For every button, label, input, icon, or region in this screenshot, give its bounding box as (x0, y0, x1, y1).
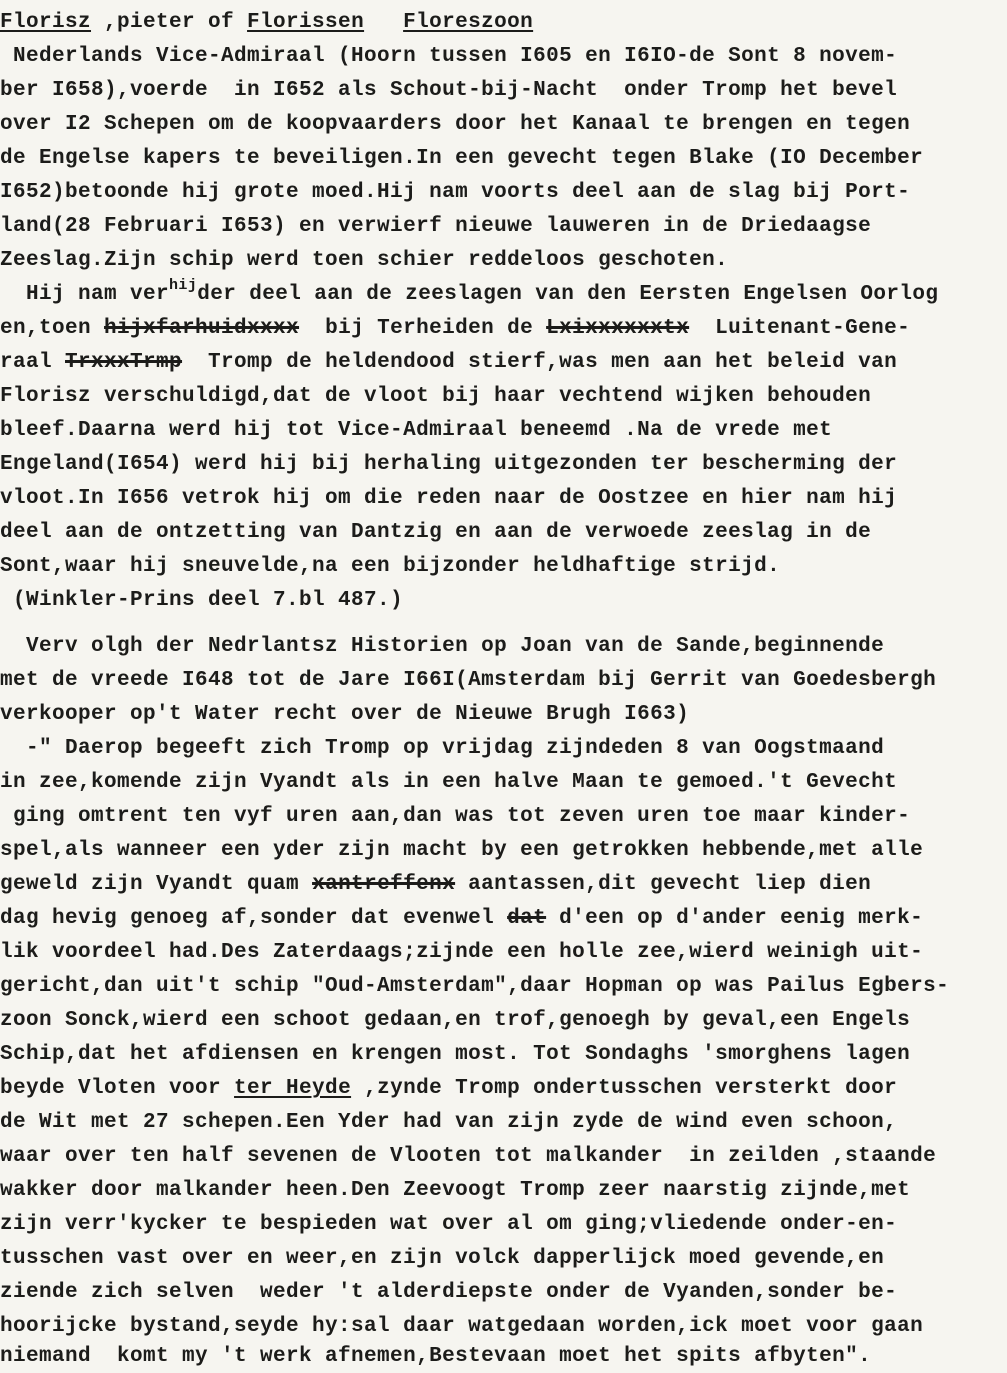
text-line: ber I658),voerde in I652 als Schout-bij-Nacht onder Tromp het bevel (0, 79, 898, 102)
underlined-place-name: ter Heyde (234, 1077, 352, 1100)
text-line: wakker door malkander heen.Den Zeevoogt Tromp zeer naarstig zijnde,met (0, 1179, 911, 1202)
text-line: hoorijcke bystand,seyde hy:sal daar watgedaan worden,ick moet voor gaan (0, 1315, 924, 1338)
text-line: land(28 Februari I653) en verwierf nieuwe lauweren in de Driedaagse (0, 215, 872, 238)
text-line: Verv olgh der Nedrlantsz Historien op Joan van de Sande,beginnende (0, 635, 885, 658)
text-line: waar over ten half sevenen de Vlooten tot malkander in zeilden ,staande (0, 1145, 937, 1168)
text-segment: beyde Vloten voor (0, 1077, 235, 1100)
text-segment: d'een op d'ander eenig merk- (546, 907, 924, 930)
typed-insertion: hij (169, 277, 198, 294)
text-segment: der deel aan de zeeslagen van den Eersten Engelsen Oorlog (197, 283, 939, 306)
text-line: Florisz verschuldigd,dat de vloot bij haar vechtend wijken behouden (0, 385, 872, 408)
text-line: ging omtrent ten vyf uren aan,dan was tot zeven uren toe maar kinder- (0, 805, 911, 828)
heading-separator: ,pieter of (91, 11, 248, 34)
heading-name-floreszoon: Floreszoon (403, 11, 534, 34)
text-line: in zee,komende zijn Vyandt als in een halve Maan te gemoed.'t Gevecht (0, 771, 898, 794)
heading-name-florisz: Florisz (0, 11, 92, 34)
text-segment: aantassen,dit gevecht liep dien (455, 873, 872, 896)
text-line (0, 870, 871, 900)
text-line: Sont,waar hij sneuvelde,na een bijzonder heldhaftige strijd. (0, 555, 781, 578)
text-line: tusschen vast over en weer,en zijn volck dapperlijck moed gevende,en (0, 1247, 885, 1270)
text-segment: Tromp de heldendood stierf,was men aan het beleid van (182, 351, 898, 374)
text-line: Schip,dat het afdiensen en krengen most. Tot Sondaghs 'smorghens lagen (0, 1043, 911, 1066)
text-line: deel aan de ontzetting van Dantzig en aan de verwoede zeeslag in de (0, 521, 872, 544)
text-line: gericht,dan uit't schip "Oud-Amsterdam",daar Hopman op was Pailus Egbers- (0, 975, 950, 998)
heading-gap (364, 11, 403, 34)
text-segment: dag hevig genoeg af,sonder dat evenwel (0, 907, 508, 930)
citation-line: (Winkler-Prins deel 7.bl 487.) (0, 589, 404, 612)
text-line: vloot.In I656 vetrok hij om die reden naar de Oostzee en hier nam hij (0, 487, 898, 510)
text-segment: ,zynde Tromp ondertusschen versterkt door (351, 1077, 898, 1100)
struck-through-text: dat (507, 907, 547, 930)
text-line: Nederlands Vice-Admiraal (Hoorn tussen I605 en I6IO-de Sont 8 novem- (0, 45, 898, 68)
text-line: spel,als wanneer een yder zijn macht by een getrokken hebbende,met alle (0, 839, 924, 862)
text-line: de Wit met 27 schepen.Een Yder had van zijn zyde de wind even schoon, (0, 1111, 898, 1134)
text-line (0, 277, 939, 310)
text-line: Engeland(I654) werd hij bij herhaling uitgezonden ter bescherming der (0, 453, 898, 476)
text-line (0, 1074, 897, 1104)
text-line (0, 314, 910, 344)
struck-through-text: Lxixxxxxxtx (546, 317, 690, 340)
struck-through-text: TrxxxTrmp (65, 351, 183, 374)
text-line: I652)betoonde hij grote moed.Hij nam voorts deel aan de slag bij Port- (0, 181, 911, 204)
text-line: zoon Sonck,wierd een schoot gedaan,en trof,genoegh by geval,een Engels (0, 1009, 911, 1032)
text-line: niemand komt my 't werk afnemen,Bestevaan moet het spits afbyten". (0, 1345, 872, 1368)
text-line: ziende zich selven weder 't alderdiepste onder de Vyanden,sonder be- (0, 1281, 898, 1304)
text-line: lik voordeel had.Des Zaterdaags;zijnde een holle zee,wierd weinigh uit- (0, 941, 924, 964)
text-line: verkooper op't Water recht over de Nieuwe Brugh I663) (0, 703, 690, 726)
struck-through-text: hijxfarhuidxxxx (104, 317, 300, 340)
heading-line (0, 8, 533, 38)
text-line: bleef.Daarna werd hij tot Vice-Admiraal beneemd .Na de vrede met (0, 419, 833, 442)
text-segment: raal (0, 351, 66, 374)
text-line: zijn verr'kycker te bespieden wat over al om ging;vliedende onder-en- (0, 1213, 898, 1236)
struck-through-text: xantreffenx (312, 873, 456, 896)
text-line (0, 904, 923, 934)
text-segment: Hij nam ver (0, 283, 170, 306)
text-segment: Luitenant-Gene- (689, 317, 911, 340)
text-line: over I2 Schepen om de koopvaarders door het Kanaal te brengen en tegen (0, 113, 911, 136)
text-line: de Engelse kapers te beveiligen.In een gevecht tegen Blake (IO December (0, 147, 924, 170)
text-line: met de vreede I648 tot de Jare I66I(Amsterdam bij Gerrit van Goedesbergh (0, 669, 937, 692)
heading-name-florissen: Florissen (247, 11, 365, 34)
text-segment: geweld zijn Vyandt quam (0, 873, 313, 896)
text-line: -" Daerop begeeft zich Tromp op vrijdag zijndeden 8 van Oogstmaand (0, 737, 885, 760)
text-line (0, 348, 897, 378)
text-segment: en,toen (0, 317, 105, 340)
text-segment: bij Terheiden de (299, 317, 547, 340)
text-line: Zeeslag.Zijn schip werd toen schier reddeloos geschoten. (0, 249, 729, 272)
